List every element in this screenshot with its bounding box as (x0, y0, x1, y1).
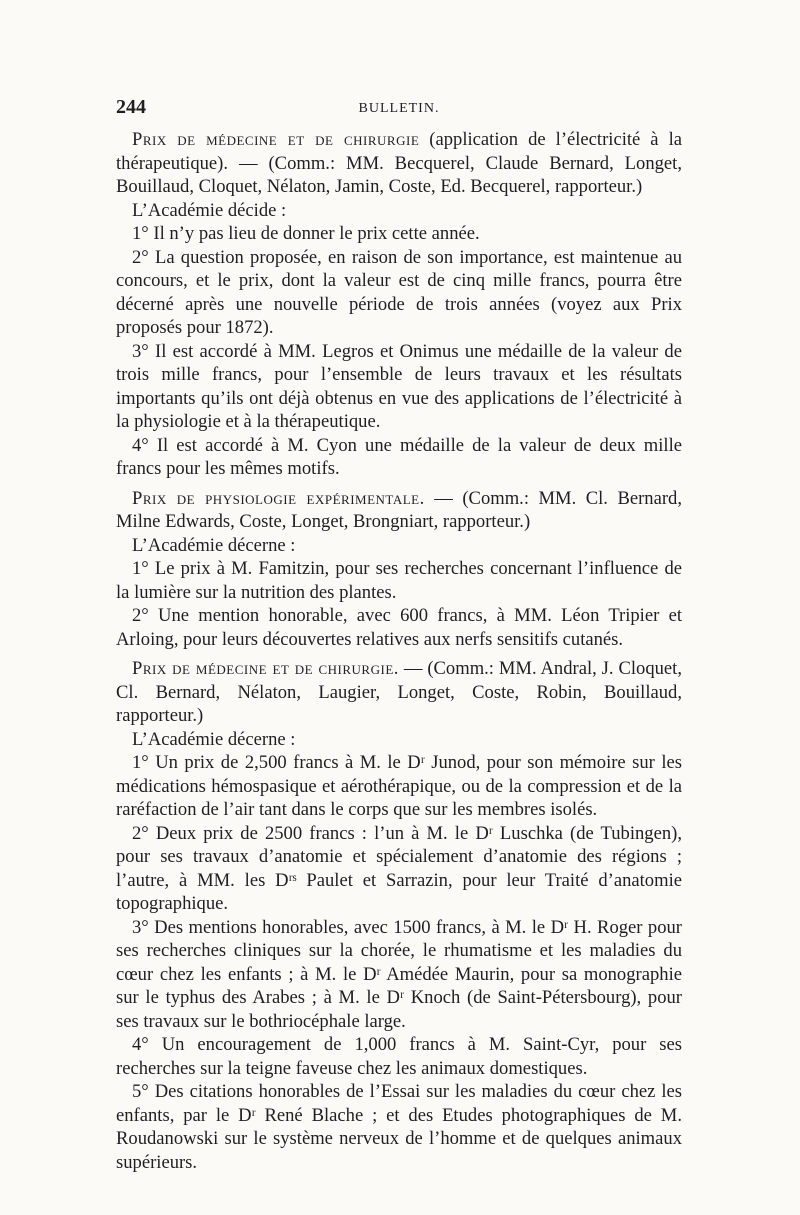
section-title-caps: Prix de médecine et de chirurgie (132, 129, 420, 150)
paragraph: 2° Une mention honorable, avec 600 francs, à MM. Léon Tripier et Arloing, pour leurs découvertes relatives aux nerfs sensitifs cutanés. (116, 605, 682, 650)
section-title (116, 487, 682, 534)
paragraph: L’Académie décide : (132, 199, 287, 221)
section-title-committee: — (Comm.: MM. Cl. Bernard, Milne Edwards, Coste, Longet, Brongniart, rapporteur.) (116, 487, 682, 532)
section-title (116, 128, 682, 199)
section-title-committee: — (Comm.: MM. Andral, J. Cloquet, Cl. Bernard, Nélaton, Laugier, Longet, Coste, Robin, Bouillaud, rapporteur.) (116, 658, 682, 726)
page-header (116, 96, 682, 122)
paragraph: 2° La question proposée, en raison de son importance, est maintenue au concours, et le prix, dont la valeur est de cinq mille francs, pourra être décerné après une nouvelle période de trois années (voyez aux Prix proposés pour 1872). (116, 246, 682, 338)
paragraph: 4° Un encouragement de 1,000 francs à M. Saint-Cyr, pour ses recherches sur la teigne faveuse chez les animaux domestiques. (116, 1034, 682, 1079)
section-title (116, 657, 682, 728)
paragraph: 5° Des citations honorables de l’Essai sur les maladies du cœur chez les enfants, par le Dʳ René Blache ; et des Etudes photographiques de M. Roudanowski sur le système nerveux de l’homme et de quelques animaux supérieurs. (116, 1081, 682, 1173)
paragraph: 1° Un prix de 2,500 francs à M. le Dʳ Junod, pour son mémoire sur les médications hémospasique et aérothérapique, ou de la compression et de la raréfaction de l’air tant dans le corps que sur les membres isolés. (116, 752, 682, 820)
section-title-committee: (application de l’électricité à la thérapeutique). — (Comm.: MM. Becquerel, Claude Bernard, Longet, Bouillaud, Cloquet, Nélaton, Jamin, Coste, Ed. Becquerel, rapporteur.) (116, 129, 682, 197)
page-number: 244 (116, 96, 146, 118)
paragraph: 3° Il est accordé à MM. Legros et Onimus une médaille de la valeur de trois mille francs, pour l’ensemble de leurs travaux et les résultats importants qu’ils ont déjà obtenus en vue des applications de l’électricité à la physiologie et à la thérapeutique. (116, 340, 682, 432)
paragraph: 1° Il n’y pas lieu de donner le prix cette année. (132, 223, 480, 244)
prize-section-electricite (116, 128, 682, 481)
page-body (116, 128, 682, 1174)
paragraph: L’Académie décerne : (132, 728, 296, 750)
prize-section-physiologie (116, 487, 682, 652)
running-head: BULLETIN. (358, 101, 440, 116)
paragraph: 3° Des mentions honorables, avec 1500 francs, à M. le Dʳ H. Roger pour ses recherches cliniques sur la chorée, le rhumatisme et les maladies du cœur chez les enfants ; à M. le Dʳ Amédée Maurin, pour sa monographie sur le typhus des Arabes ; à M. le Dʳ Knoch (de Saint-Pétersbourg), pour ses travaux sur le bothriocéphale large. (116, 916, 682, 1032)
section-title-caps: Prix de physiologie expérimentale. (132, 487, 425, 509)
paragraph: L’Académie décerne : (132, 534, 296, 556)
prize-section-medecine (116, 657, 682, 1174)
paragraph: 2° Deux prix de 2500 francs : l’un à M. le Dʳ Luschka (de Tubingen), pour ses travaux d’anatomie et spécialement d’anatomie des régions ; l’autre, à MM. les Dʳˢ Paulet et Sarrazin, pour leur Traité d’anatomie topographique. (116, 822, 682, 914)
section-title-caps: Prix de médecine et de chirurgie. (132, 658, 399, 679)
paragraph: 1° Le prix à M. Famitzin, pour ses recherches concernant l’influence de la lumière sur la nutrition des plantes. (116, 558, 682, 603)
paragraph: 4° Il est accordé à M. Cyon une médaille de la valeur de deux mille francs pour les mêmes motifs. (116, 434, 682, 479)
